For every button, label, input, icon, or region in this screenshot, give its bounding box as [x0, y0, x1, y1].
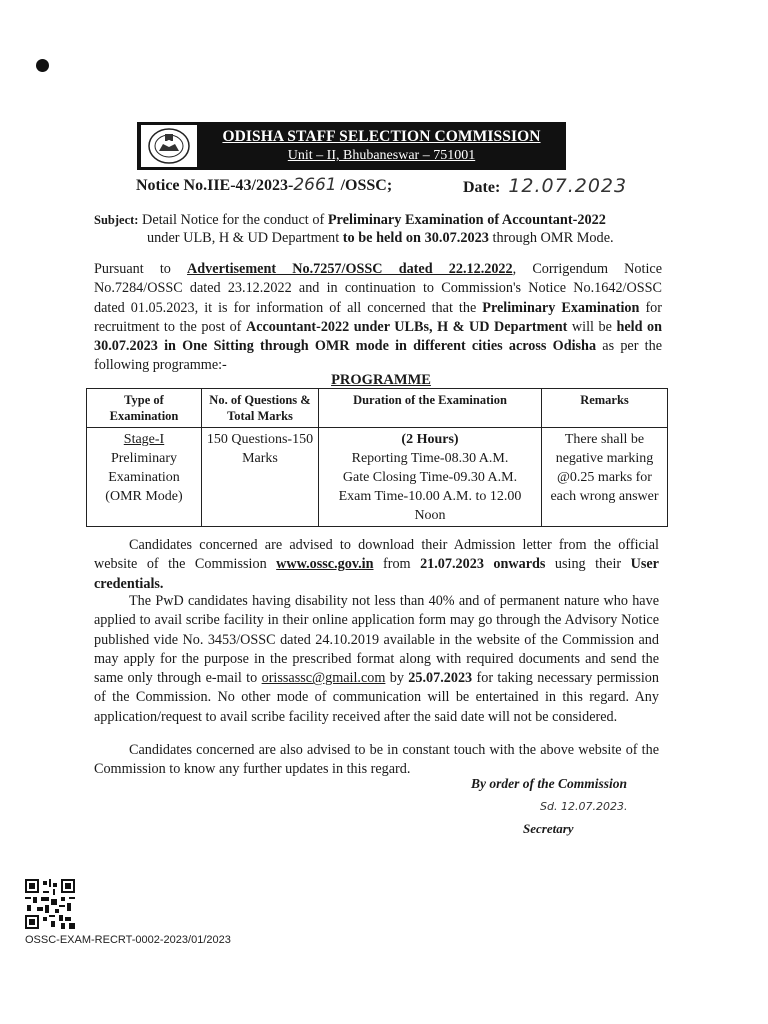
notice-date: Date: 12.07.2023 [463, 175, 628, 197]
state-emblem-icon [141, 125, 197, 167]
qr-code-icon [25, 879, 75, 929]
cell-remarks: There shall be negative marking @0.25 marks for each wrong answer [542, 428, 668, 527]
handwritten-notice-no: 2661 [293, 175, 337, 195]
cell-duration: (2 Hours) Reporting Time-08.30 A.M. Gate Closing Time-09.30 A.M. Exam Time-10.00 A.M. to 12.00 Noon [319, 428, 542, 527]
signature: Sd. 12.07.2023. [540, 800, 628, 813]
table-row [87, 428, 668, 527]
programme-title: PROGRAMME [331, 372, 431, 388]
col-type: Type of Examination [87, 389, 202, 428]
subject-label: Subject: [94, 213, 139, 227]
paragraph-updates: Candidates concerned are also advised to be in constant touch with the above website of the Commission to know any further updates in this regard. [94, 742, 659, 778]
website-link[interactable]: www.ossc.gov.in [276, 556, 374, 573]
advertisement-ref: Advertisement No.7257/OSSC dated 22.12.2022 [187, 261, 513, 277]
col-remarks: Remarks [542, 389, 668, 428]
cell-questions: 150 Questions-150 Marks [202, 428, 319, 527]
col-questions: No. of Questions & Total Marks [202, 389, 319, 428]
notice-number: Notice No.IIE-43/2023-2661 /OSSC; [136, 175, 393, 195]
handwritten-date: 12.07.2023 [508, 175, 628, 197]
paragraph-intro: Pursuant to Advertisement No.7257/OSSC dated 22.12.2022, Corrigendum Notice No.7284/OSSC dated 23.12.2022 and in continuation to Commission's Notice No.1642/OSSC dated 01.05.2023, it is for information of all concerned that the Preliminary Examination for recruitment to the post of Accountant-2022 under ULBs, H & UD Department will be held on 30.07.2023 in One Sitting through OMR mode in different cities across Odisha as per the following programme:- [94, 261, 662, 374]
subject-line: Subject: Detail Notice for the conduct of Preliminary Examination of Accountant-2022 under ULB, H & UD Department to be held on 30.07.2023 through OMR Mode. [94, 212, 614, 246]
col-duration: Duration of the Examination [319, 389, 542, 428]
org-name: ODISHA STAFF SELECTION COMMISSION [222, 128, 541, 145]
email-link[interactable]: orissassc@gmail.com [261, 670, 386, 687]
reference-code: OSSC-EXAM-RECRT-0002-2023/01/2023 [25, 934, 231, 946]
secretary-title: Secretary [523, 821, 574, 836]
by-order: By order of the Commission [471, 776, 628, 791]
punch-mark [36, 59, 49, 72]
letterhead [137, 122, 566, 170]
paragraph-admission: Candidates concerned are advised to download their Admission letter from the official website of the Commission www.ossc.gov.in from 21.07.2023 onwards using their User credentials. [94, 537, 659, 592]
paragraph-pwd: The PwD candidates having disability not less than 40% and of permanent nature who have applied to avail scribe facility in their online application form may go through the Advisory Notice published vide No. 3453/OSSC dated 24.10.2019 available in the website of the Commission and may apply for the purpose in the prescribed format along with required documents and send the same only through e-mail to orissassc@gmail.com by 25.07.2023 for taking necessary permission of the Commission. No other mode of communication will be entertained in this regard. Any application/request to avail scribe facility received after the said date will not be considered. [94, 593, 659, 725]
programme-table [86, 388, 668, 527]
org-address: Unit – II, Bhubaneswar – 751001 [287, 148, 476, 163]
cell-type: Stage-I Preliminary Examination (OMR Mode) [87, 428, 202, 527]
